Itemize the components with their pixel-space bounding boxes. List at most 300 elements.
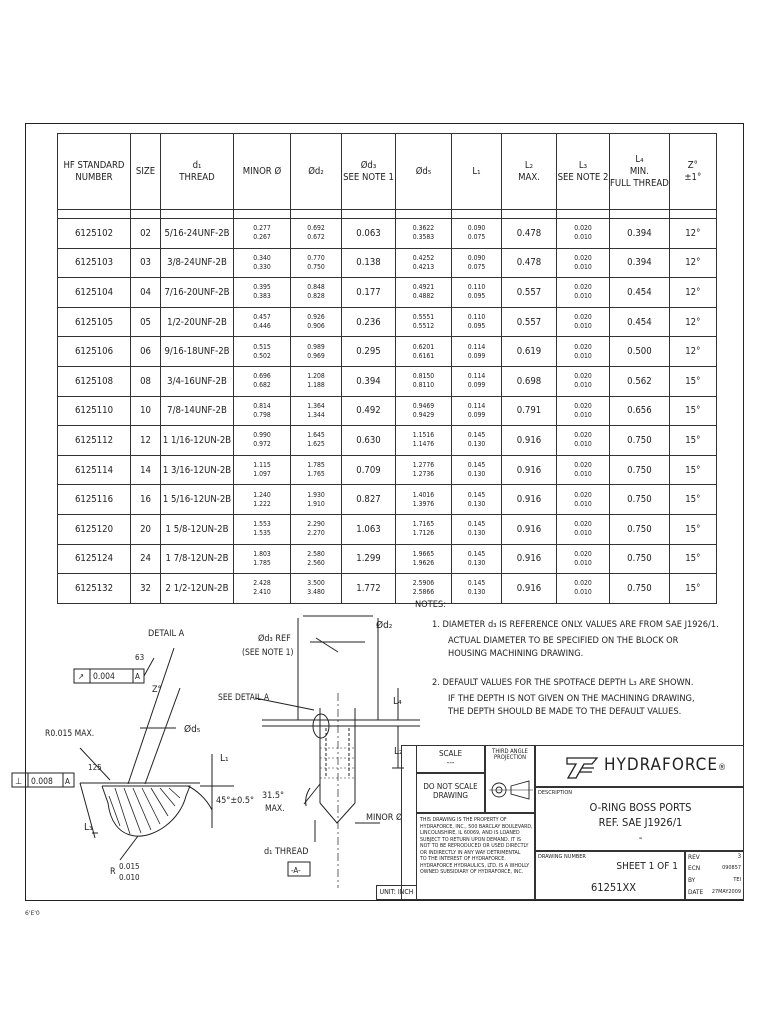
- tolerance-upper: 0.020: [574, 342, 592, 351]
- table-cell: [396, 455, 452, 485]
- table-cell: [291, 514, 342, 544]
- header-line: THREAD: [179, 171, 215, 183]
- column-header: [58, 134, 131, 210]
- fcf2-value: 0.008: [31, 777, 53, 787]
- description-line-1: O-RING BOSS PORTS: [589, 801, 692, 814]
- property-notice: [416, 813, 535, 900]
- table-row: [58, 485, 717, 515]
- table-cell: 3/4-16UNF-2B: [161, 366, 234, 396]
- prop-line-9: OWNED SUBSIDIARY OF HYDRAFORCE, INC.: [420, 869, 524, 875]
- table-cell: [557, 248, 610, 278]
- tolerance-upper: 0.090: [467, 224, 486, 233]
- table-cell: [396, 396, 452, 426]
- table-cell: 0.709: [342, 455, 396, 485]
- table-cell: 0.750: [610, 514, 670, 544]
- table-cell: 0.454: [610, 307, 670, 337]
- description-cell: [535, 787, 744, 851]
- table-cell: [396, 366, 452, 396]
- d2-label: Ød₂: [376, 620, 393, 631]
- table-cell: 6125132: [58, 574, 131, 604]
- table-cell: 12°: [669, 219, 716, 249]
- tolerance-lower: 0.010: [574, 499, 592, 508]
- tolerance-lower: 1.625: [307, 440, 325, 449]
- tolerance-lower: 1.9626: [412, 558, 435, 567]
- table-cell: [396, 544, 452, 574]
- tolerance-lower: 0.075: [467, 233, 486, 242]
- by-label: BY: [688, 876, 696, 884]
- header-line: HF STANDARD: [63, 159, 125, 171]
- description-line-3: -: [638, 831, 643, 844]
- header-line: L₃: [578, 159, 588, 171]
- note-2-line-1: 2. DEFAULT VALUES FOR THE SPOTFACE DEPTH L₃ ARE SHOWN.: [432, 677, 694, 688]
- brand-mark: ®: [717, 763, 728, 773]
- table-cell: [234, 278, 291, 308]
- table-row: [58, 307, 717, 337]
- drawing-number-cell: [535, 851, 685, 900]
- table-cell: 0.562: [610, 366, 670, 396]
- tolerance-lower: 0.010: [574, 262, 592, 271]
- table-cell: 0.916: [502, 455, 557, 485]
- table-cell: 10: [131, 396, 161, 426]
- table-cell: 20: [131, 514, 161, 544]
- tolerance-lower: 0.010: [574, 410, 592, 419]
- header-line: MAX.: [518, 171, 540, 183]
- column-header: [502, 134, 557, 210]
- note-1-line-3: HOUSING MACHINING DRAWING.: [448, 648, 584, 659]
- prop-line-6: OR INDIRECTLY IN ANY WAY DETRIMENTAL: [420, 849, 521, 856]
- table-cell: [234, 485, 291, 515]
- table-cell: 15°: [669, 514, 716, 544]
- fcf1-symbol: ↗: [78, 672, 85, 681]
- table-cell: 12°: [669, 337, 716, 367]
- table-cell: 15°: [669, 396, 716, 426]
- table-cell: 16: [131, 485, 161, 515]
- table-cell: [452, 485, 502, 515]
- tolerance-lower: 0.972: [253, 440, 271, 449]
- column-header: [131, 134, 161, 210]
- header-line: Ød₃: [360, 159, 377, 171]
- table-cell: 6125105: [58, 307, 131, 337]
- table-cell: 12°: [669, 248, 716, 278]
- fcf2-datum: A: [65, 777, 70, 786]
- table-cell: [557, 426, 610, 456]
- table-cell: 15°: [669, 485, 716, 515]
- tolerance-lower: 0.4213: [412, 262, 435, 271]
- prop-line-7: TO THE INTEREST OF HYDRAFORCE.: [420, 856, 506, 862]
- table-cell: 1 1/16-12UN-2B: [161, 426, 234, 456]
- table-cell: 0.478: [502, 219, 557, 249]
- table-cell: 0.394: [610, 248, 670, 278]
- tolerance-upper: 1.364: [307, 401, 325, 410]
- table-cell: 0.916: [502, 485, 557, 515]
- projection-line-1: THIRD ANGLE: [492, 749, 528, 755]
- l1-label: L₁: [220, 753, 229, 764]
- projection-line-2: PROJECTION: [493, 755, 527, 761]
- tolerance-upper: 0.020: [574, 401, 592, 410]
- brand-cell: [535, 745, 744, 787]
- brand-name: HYDRAFORCE: [604, 755, 718, 775]
- tolerance-upper: 0.020: [574, 224, 592, 233]
- tolerance-upper: 0.848: [307, 283, 325, 292]
- table-cell: 0.827: [342, 485, 396, 515]
- table-cell: [291, 219, 342, 249]
- table-cell: 15°: [669, 544, 716, 574]
- column-header: [452, 134, 502, 210]
- header-line: Ød₅: [415, 165, 432, 177]
- surface-finish-label: 125: [88, 763, 102, 772]
- note-2-line-3: THE DEPTH SHOULD BE MADE TO THE DEFAULT VALUES.: [448, 706, 682, 717]
- table-cell: [557, 544, 610, 574]
- table-cell: [234, 337, 291, 367]
- tolerance-upper: 0.020: [574, 579, 592, 588]
- header-gap-row: [58, 210, 717, 219]
- tolerance-lower: 0.099: [467, 351, 486, 360]
- tolerance-lower: 3.480: [307, 588, 325, 597]
- table-cell: 08: [131, 366, 161, 396]
- table-cell: 9/16-18UNF-2B: [161, 337, 234, 367]
- tolerance-upper: 0.5551: [412, 313, 435, 322]
- header-line: d₁: [192, 159, 202, 171]
- tolerance-lower: 0.3583: [412, 233, 435, 242]
- table-cell: 0.750: [610, 426, 670, 456]
- table-cell: 15°: [669, 574, 716, 604]
- column-header: [610, 134, 670, 210]
- table-cell: [291, 366, 342, 396]
- fcf1-value: 0.004: [93, 672, 115, 682]
- tolerance-lower: 0.010: [574, 292, 592, 301]
- tolerance-lower: 0.5512: [412, 322, 435, 331]
- tolerance-upper: 2.290: [307, 520, 325, 529]
- table-cell: [291, 248, 342, 278]
- table-cell: [557, 366, 610, 396]
- tolerance-upper: 1.7165: [412, 520, 435, 529]
- table-cell: 05: [131, 307, 161, 337]
- l3-label: L₃: [84, 822, 93, 833]
- table-cell: 0.454: [610, 278, 670, 308]
- dns-line-2: DRAWING: [433, 791, 468, 800]
- header-line: ±1°: [684, 171, 702, 183]
- table-cell: 0.750: [610, 455, 670, 485]
- table-cell: 3/8-24UNF-2B: [161, 248, 234, 278]
- tolerance-upper: 0.020: [574, 283, 592, 292]
- tolerance-lower: 0.798: [253, 410, 271, 419]
- table-cell: 2 1/2-12UN-2B: [161, 574, 234, 604]
- tolerance-lower: 1.535: [253, 529, 271, 538]
- table-cell: [396, 337, 452, 367]
- table-cell: [452, 248, 502, 278]
- ecn-label: ECN: [688, 864, 701, 872]
- tolerance-upper: 0.340: [253, 253, 271, 262]
- tolerance-lower: 0.9429: [412, 410, 435, 419]
- table-cell: 04: [131, 278, 161, 308]
- tolerance-upper: 0.020: [574, 520, 592, 529]
- radius-max-label: R0.015 MAX.: [45, 729, 95, 739]
- table-cell: 1 7/8-12UN-2B: [161, 544, 234, 574]
- table-cell: 0.750: [610, 544, 670, 574]
- note-2-line-2: IF THE DEPTH IS NOT GIVEN ON THE MACHINING DRAWING,: [448, 693, 695, 704]
- d3-ref-label: Ød₃ REF: [258, 634, 291, 644]
- tolerance-upper: 0.145: [467, 520, 486, 529]
- tolerance-lower: 0.672: [307, 233, 325, 242]
- sheet-label: SHEET 1 OF 1: [616, 861, 678, 872]
- table-cell: [557, 485, 610, 515]
- table-cell: 0.791: [502, 396, 557, 426]
- table-cell: 6125106: [58, 337, 131, 367]
- tolerance-lower: 0.095: [467, 292, 486, 301]
- table-cell: 0.916: [502, 514, 557, 544]
- column-header: [342, 134, 396, 210]
- tolerance-upper: 1.240: [253, 490, 271, 499]
- column-header: [234, 134, 291, 210]
- table-cell: [452, 366, 502, 396]
- tolerance-lower: 1.3976: [412, 499, 435, 508]
- radius-prefix: R: [110, 867, 116, 877]
- table-cell: 7/8-14UNF-2B: [161, 396, 234, 426]
- tolerance-upper: 0.990: [253, 431, 271, 440]
- table-row: [58, 366, 717, 396]
- tolerance-lower: 0.010: [574, 558, 592, 567]
- tolerance-upper: 1.930: [307, 490, 325, 499]
- table-cell: [291, 337, 342, 367]
- prop-line-2: HYDRAFORCE, INC., 500 BARCLAY BOULEVARD,: [420, 823, 533, 830]
- tolerance-upper: 2.428: [253, 579, 271, 588]
- tolerance-upper: 3.500: [307, 579, 325, 588]
- table-header-row: [58, 134, 717, 210]
- table-cell: [557, 307, 610, 337]
- tolerance-lower: 0.130: [467, 588, 486, 597]
- tolerance-upper: 1.1516: [412, 431, 435, 440]
- unit-label: UNIT: INCH: [376, 885, 417, 900]
- header-line: SEE NOTE 2: [557, 171, 609, 183]
- header-line: SIZE: [135, 165, 156, 177]
- tolerance-lower: 0.099: [467, 381, 486, 390]
- fcf2-symbol: ⊥: [15, 777, 23, 787]
- table-cell: [234, 307, 291, 337]
- angle-45-label: 45°±0.5°: [216, 796, 255, 806]
- table-cell: [557, 337, 610, 367]
- table-cell: 1.772: [342, 574, 396, 604]
- table-cell: [291, 278, 342, 308]
- tolerance-lower: 2.560: [307, 558, 325, 567]
- table-cell: 1 5/16-12UN-2B: [161, 485, 234, 515]
- table-cell: 0.630: [342, 426, 396, 456]
- table-cell: 0.063: [342, 219, 396, 249]
- table-cell: 6125120: [58, 514, 131, 544]
- note-1-line-2: ACTUAL DIAMETER TO BE SPECIFIED ON THE BLOCK OR: [448, 635, 679, 646]
- table-cell: [452, 544, 502, 574]
- tolerance-lower: 0.010: [574, 529, 592, 538]
- table-cell: [557, 514, 610, 544]
- tolerance-upper: 0.8150: [412, 372, 435, 381]
- l2-label: L₂: [394, 746, 403, 757]
- column-header: [557, 134, 610, 210]
- tolerance-lower: 0.130: [467, 558, 486, 567]
- table-cell: [291, 426, 342, 456]
- header-line: MINOR Ø: [242, 165, 282, 177]
- z-angle-label: Z°: [152, 685, 162, 695]
- date-label: DATE: [688, 888, 704, 896]
- table-row: [58, 248, 717, 278]
- table-cell: 0.557: [502, 278, 557, 308]
- tolerance-lower: 0.4882: [412, 292, 435, 301]
- tolerance-upper: 1.785: [307, 461, 325, 470]
- tolerance-upper: 0.692: [307, 224, 325, 233]
- drawing-number-label: DRAWING NUMBER: [538, 854, 586, 860]
- table-cell: [452, 278, 502, 308]
- table-cell: [291, 455, 342, 485]
- table-cell: 0.492: [342, 396, 396, 426]
- revision-cell: [685, 851, 744, 900]
- header-line: MIN.: [629, 165, 649, 177]
- table-cell: [234, 366, 291, 396]
- table-cell: 0.177: [342, 278, 396, 308]
- tolerance-lower: 1.097: [253, 470, 271, 479]
- tolerance-upper: 0.020: [574, 313, 592, 322]
- table-cell: 0.916: [502, 544, 557, 574]
- tolerance-lower: 1.7126: [412, 529, 435, 538]
- tolerance-lower: 1.2736: [412, 470, 435, 479]
- l4-label: L₄: [393, 696, 402, 707]
- prop-line-3: LINCOLNSHIRE, IL 60069, AND IS LOANED: [420, 830, 520, 836]
- table-cell: 6125104: [58, 278, 131, 308]
- tolerance-lower: 0.075: [467, 262, 486, 271]
- rev-value: 3: [737, 853, 741, 860]
- do-not-scale-cell: [416, 773, 485, 813]
- table-cell: 6125116: [58, 485, 131, 515]
- tolerance-upper: 0.6201: [412, 342, 435, 351]
- tolerance-lower: 0.099: [467, 410, 486, 419]
- header-line: Ød₂: [308, 165, 324, 177]
- max-label: MAX.: [265, 804, 285, 814]
- scale-cell: [416, 745, 485, 773]
- tolerance-upper: 0.145: [467, 490, 486, 499]
- table-cell: [234, 396, 291, 426]
- tolerance-lower: 2.410: [253, 588, 271, 597]
- table-cell: 32: [131, 574, 161, 604]
- table-cell: [396, 219, 452, 249]
- table-cell: [452, 219, 502, 249]
- table-cell: 0.236: [342, 307, 396, 337]
- table-cell: 6125114: [58, 455, 131, 485]
- tolerance-lower: 0.010: [574, 588, 592, 597]
- tolerance-upper: 0.145: [467, 431, 486, 440]
- tolerance-lower: 0.906: [307, 322, 325, 331]
- table-cell: [557, 396, 610, 426]
- table-cell: [557, 278, 610, 308]
- table-row: [58, 544, 717, 574]
- header-line: L₁: [472, 165, 481, 177]
- table-cell: 0.656: [610, 396, 670, 426]
- tolerance-upper: 1.4016: [412, 490, 435, 499]
- dns-line-1: DO NOT SCALE: [423, 782, 478, 791]
- tolerance-upper: 0.090: [467, 253, 486, 262]
- tolerance-upper: 0.114: [467, 372, 486, 381]
- tolerance-upper: 1.2776: [412, 461, 435, 470]
- notes-heading: NOTES:: [415, 599, 446, 610]
- table-cell: [396, 485, 452, 515]
- table-cell: 0.138: [342, 248, 396, 278]
- table-cell: 12°: [669, 307, 716, 337]
- tolerance-lower: 2.5866: [412, 588, 435, 597]
- tolerance-lower: 0.130: [467, 440, 486, 449]
- tolerance-upper: 0.145: [467, 579, 486, 588]
- table-cell: 14: [131, 455, 161, 485]
- tolerance-upper: 0.114: [467, 401, 486, 410]
- footer-code: 6'E'0: [25, 910, 40, 917]
- fcf1-datum: A: [135, 672, 140, 681]
- tolerance-upper: 1.208: [307, 372, 325, 381]
- tolerance-upper: 0.989: [307, 342, 325, 351]
- tolerance-lower: 0.010: [574, 351, 592, 360]
- tolerance-upper: 1.645: [307, 431, 325, 440]
- table-cell: [291, 485, 342, 515]
- tolerance-lower: 1.188: [307, 381, 325, 390]
- tolerance-upper: 0.114: [467, 342, 486, 351]
- header-line: L₄: [635, 153, 644, 165]
- tolerance-upper: 1.115: [253, 461, 271, 470]
- tolerance-lower: 0.130: [467, 470, 486, 479]
- tolerance-upper: 0.145: [467, 461, 486, 470]
- table-cell: 0.557: [502, 307, 557, 337]
- table-cell: [452, 455, 502, 485]
- table-cell: 1.299: [342, 544, 396, 574]
- tolerance-upper: 0.770: [307, 253, 325, 262]
- table-row: [58, 426, 717, 456]
- table-cell: [291, 544, 342, 574]
- table-body: [58, 210, 717, 604]
- tolerance-upper: 0.110: [467, 283, 486, 292]
- table-cell: [452, 307, 502, 337]
- see-detail-a-label: SEE DETAIL A: [218, 693, 270, 703]
- table-cell: 12: [131, 426, 161, 456]
- tolerance-lower: 0.969: [307, 351, 325, 360]
- tolerance-lower: 0.010: [574, 470, 592, 479]
- hydraforce-logo-icon: [564, 754, 600, 780]
- angle-315-label: 31.5°: [262, 791, 285, 801]
- tolerance-lower: 0.446: [253, 322, 271, 331]
- table-cell: 03: [131, 248, 161, 278]
- table-cell: 0.698: [502, 366, 557, 396]
- table-row: [58, 278, 717, 308]
- table-cell: 6125103: [58, 248, 131, 278]
- prop-line-8: HYDRAFORCE HYDRAULICS, LTD. IS A WHOLLY: [420, 862, 530, 869]
- table-cell: [234, 544, 291, 574]
- port-dimensions-table: [57, 133, 717, 604]
- prop-line-4: SUBJECT TO RETURN UPON DEMAND. IT IS: [420, 836, 521, 843]
- tolerance-lower: 2.270: [307, 529, 325, 538]
- table-cell: [452, 426, 502, 456]
- table-cell: [234, 248, 291, 278]
- d5-label: Ød₅: [184, 724, 201, 735]
- table-cell: [234, 426, 291, 456]
- tolerance-upper: 0.277: [253, 224, 271, 233]
- tolerance-lower: 1.765: [307, 470, 325, 479]
- tolerance-upper: 0.145: [467, 549, 486, 558]
- prop-line-5: NOT TO BE REPRODUCED OR USED DIRECTLY: [420, 843, 529, 849]
- table-cell: 1.063: [342, 514, 396, 544]
- table-cell: 15°: [669, 366, 716, 396]
- table-cell: [557, 219, 610, 249]
- projection-cell: [485, 745, 535, 813]
- table-cell: [396, 514, 452, 544]
- table-cell: 0.295: [342, 337, 396, 367]
- minor-dia-label: MINOR Ø: [366, 813, 403, 823]
- header-line: SEE NOTE 1: [343, 171, 394, 183]
- table-cell: [234, 455, 291, 485]
- date-value: 27MAY2009: [711, 889, 741, 895]
- tolerance-upper: 1.803: [253, 549, 271, 558]
- tolerance-upper: 0.696: [253, 372, 271, 381]
